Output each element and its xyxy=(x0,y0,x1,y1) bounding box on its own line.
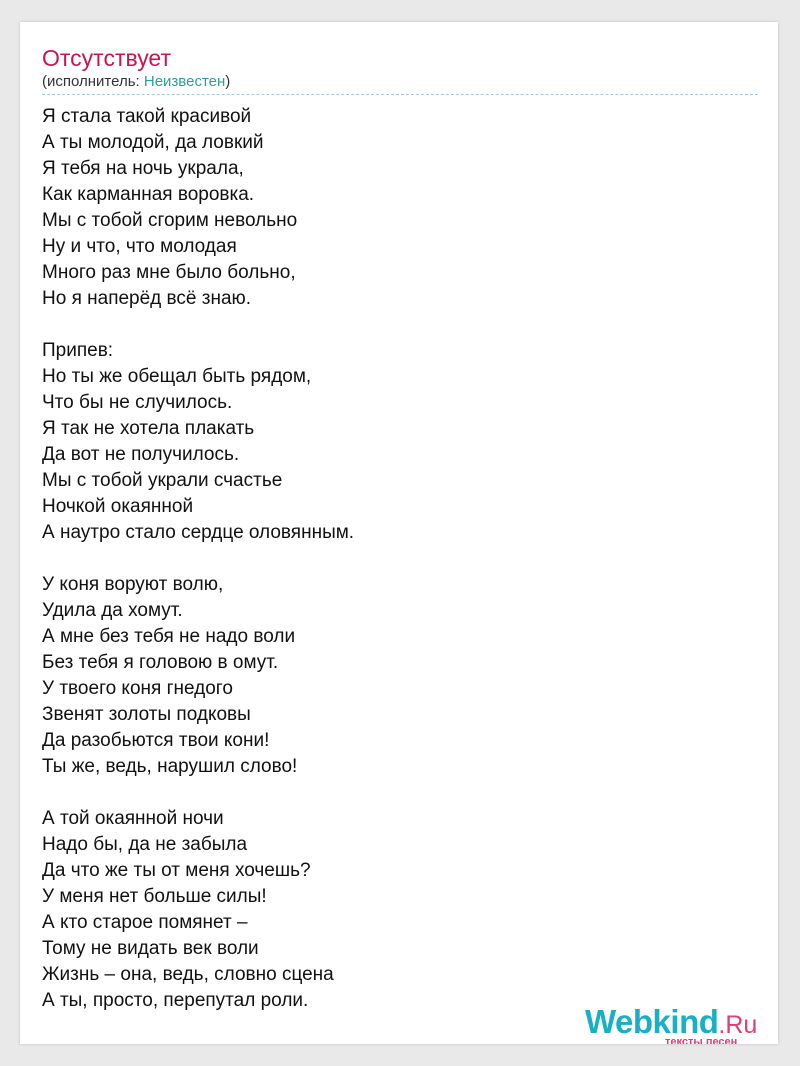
lyrics-page xyxy=(20,22,778,1044)
lyric-line: Я тебя на ночь украла, xyxy=(42,158,244,179)
lyric-line: А кто старое помянет – xyxy=(42,912,248,933)
verse-3 xyxy=(42,806,742,1014)
lyric-line: Да что же ты от меня хочешь? xyxy=(42,860,311,881)
chorus xyxy=(42,338,742,546)
lyric-line: У меня нет больше силы! xyxy=(42,886,267,907)
lyric-line: Но ты же обещал быть рядом, xyxy=(42,366,312,387)
verse-2 xyxy=(42,572,742,780)
lyric-line: Да разобьются твои кони! xyxy=(42,730,270,751)
lyric-line: Жизнь – она, ведь, словно сцена xyxy=(42,964,334,985)
lyric-line: А мне без тебя не надо воли xyxy=(42,626,296,647)
lyric-line: А наутро стало сердце оловянным. xyxy=(42,522,355,543)
chorus-label: Припев: xyxy=(42,340,114,361)
logo-brand: Webkind xyxy=(585,1003,719,1040)
lyric-line: Но я наперёд всё знаю. xyxy=(42,288,252,309)
lyric-line: Ночкой окаянной xyxy=(42,496,194,517)
lyric-line: Удила да хомут. xyxy=(42,600,183,621)
artist-suffix: ) xyxy=(225,73,231,90)
lyric-line: Что бы не случилось. xyxy=(42,392,233,413)
lyric-line: Ты же, ведь, нарушил слово! xyxy=(42,756,298,777)
lyric-line: Мы с тобой украли счастье xyxy=(42,470,283,491)
lyric-line: Много раз мне было больно, xyxy=(42,262,296,283)
lyric-line: Без тебя я головою в омут. xyxy=(42,652,279,673)
artist-line xyxy=(42,72,230,92)
lyric-line: А ты молодой, да ловкий xyxy=(42,132,264,153)
lyric-line: Как карманная воровка. xyxy=(42,184,255,205)
logo-tld: .Ru xyxy=(718,1011,758,1039)
lyric-line: Я стала такой красивой xyxy=(42,106,252,127)
lyric-line: Мы с тобой сгорим невольно xyxy=(42,210,298,231)
verse-1 xyxy=(42,104,742,312)
lyric-line: Я так не хотела плакать xyxy=(42,418,255,439)
lyric-line: А ты, просто, перепутал роли. xyxy=(42,990,309,1011)
webkind-logo[interactable] xyxy=(585,1003,778,1044)
lyric-line: У коня воруют волю, xyxy=(42,574,224,595)
artist-link[interactable]: Неизвестен xyxy=(143,73,226,90)
title-divider xyxy=(42,94,758,95)
lyric-line: Тому не видать век воли xyxy=(42,938,259,959)
lyric-line: Звенят золоты подковы xyxy=(42,704,251,725)
song-title: Отсутствует xyxy=(42,45,171,71)
artist-prefix: (исполнитель: xyxy=(42,73,144,90)
lyric-line: Ну и что, что молодая xyxy=(42,236,237,257)
logo-tagline: тексты песен xyxy=(665,1036,738,1044)
lyric-line: Да вот не получилось. xyxy=(42,444,240,465)
lyrics-body xyxy=(42,104,742,1040)
lyric-line: У твоего коня гнедого xyxy=(42,678,233,699)
lyric-line: А той окаянной ночи xyxy=(42,808,224,829)
lyric-line: Надо бы, да не забыла xyxy=(42,834,248,855)
